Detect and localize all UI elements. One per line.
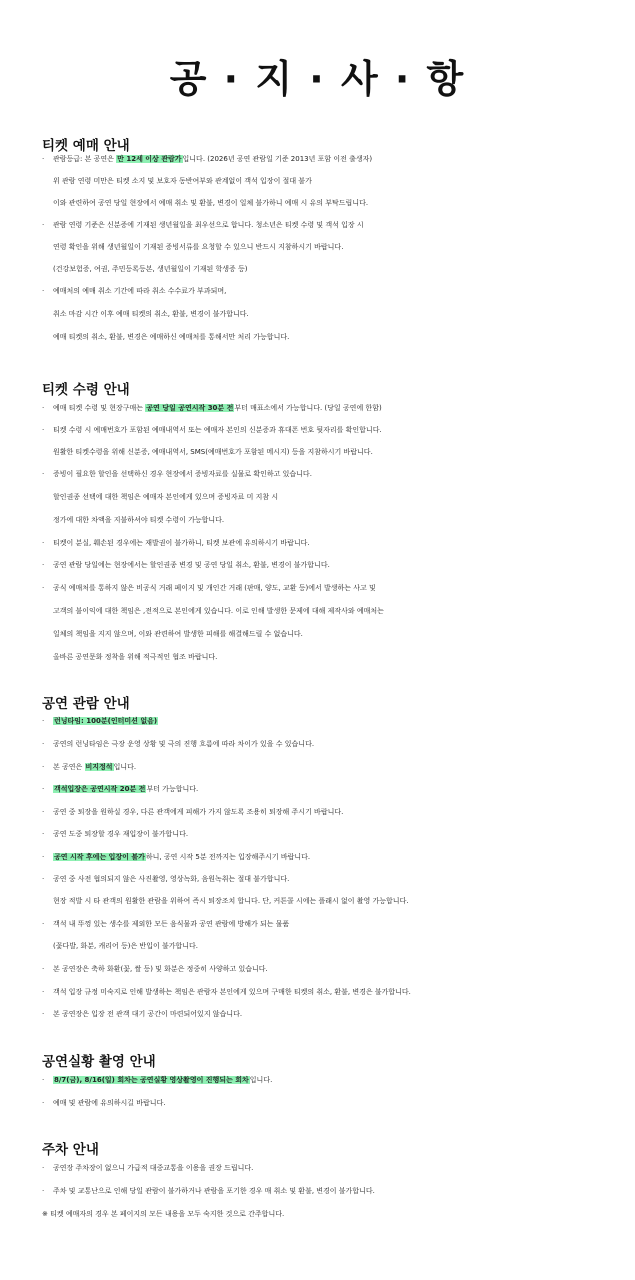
text: 증빙이 필요한 할인을 선택하신 경우 현장에서 증빙자료를 실물로 확인하고 있습니다. [53, 470, 312, 478]
list-item [42, 466, 632, 482]
list-item [42, 1006, 632, 1022]
list-item [42, 759, 632, 775]
list-item [42, 713, 632, 729]
list-item [42, 535, 632, 551]
bullet: · [42, 584, 45, 592]
list-item-cont: (꽃다발, 화분, 캐리어 등)은 반입이 불가합니다. [53, 942, 198, 950]
text: 예매처의 예매 취소 기간에 따라 취소 수수료가 부과되며, [53, 287, 227, 295]
list-item-cont: 할인권종 선택에 대한 책임은 예매자 본인에게 있으며 증빙자료 미 지참 시 [53, 493, 279, 501]
list-item-cont: 연령 확인을 위해 생년월일이 기재된 증빙서류를 요청할 수 있으니 반드시 지참하시기 바랍니다. [53, 243, 344, 251]
list-item [42, 961, 632, 977]
notice-footnote: ※ 티켓 예매자의 경우 본 페이지의 모든 내용을 모두 숙지한 것으로 간주합니다. [42, 1210, 285, 1218]
bullet: · [42, 830, 45, 838]
list-item [42, 422, 632, 438]
list-item-cont: 취소 마감 시간 이후 예매 티켓의 취소, 환불, 변경이 불가합니다. [53, 310, 249, 318]
text: 하니, 공연 시작 5분 전까지는 입장해주시기 바랍니다. [145, 853, 311, 861]
list-item [42, 781, 632, 797]
bullet: · [42, 561, 45, 569]
list-item-cont: 정가에 대한 차액을 지불하셔야 티켓 수령이 가능합니다. [53, 516, 225, 524]
list-item-cont: 일체의 책임을 지지 않으며, 이와 관련하여 발생한 피해를 해결해드릴 수 없습니다. [53, 630, 303, 638]
bullet: · [42, 717, 45, 725]
list-item [42, 871, 632, 887]
text: 입니다. [249, 1076, 273, 1084]
list-item [42, 1183, 632, 1199]
section-title-ticket: 티켓 예매 안내 [42, 138, 130, 154]
text: 공연의 런닝타임은 극장 운영 상황 및 극의 진행 흐름에 따라 차이가 있을 수 있습니다. [53, 740, 315, 748]
list-item-cont: 고객의 불이익에 대한 책임은 ,전적으로 본인에게 있습니다. 이로 인해 발생한 문제에 대해 제작사와 예매처는 [53, 607, 384, 615]
text: 공연장 주차장이 없으니 가급적 대중교통을 이용을 권장 드립니다. [53, 1164, 254, 1172]
bullet: · [42, 965, 45, 973]
list-item-cont: (건강보험증, 여권, 주민등록등본, 생년월일이 기재된 학생증 등) [53, 265, 248, 273]
list-item [42, 916, 632, 932]
highlight: 공연 시작 후에는 입장이 불가 [54, 853, 145, 861]
bullet: · [42, 808, 45, 816]
bullet: · [42, 875, 45, 883]
bullet: · [42, 155, 45, 163]
list-item [42, 580, 632, 596]
list-item [42, 400, 632, 416]
bullet: · [42, 988, 45, 996]
text: 공식 예매처를 통하지 않은 비공식 거래 페이지 및 개인간 거래 (판매, 양도, 교환 등)에서 발생하는 사고 및 [53, 584, 376, 592]
list-item-cont: 예매 티켓의 취소, 환불, 변경은 예매하신 예매처를 통해서만 처리 가능합니다. [53, 333, 290, 341]
bullet: · [42, 539, 45, 547]
bullet: · [42, 920, 45, 928]
text: 예매 티켓 수령 및 현장구매는 [53, 404, 146, 412]
bullet: · [42, 740, 45, 748]
highlight: 객석입장은 공연시작 20분 전 [54, 785, 146, 793]
list-item [42, 804, 632, 820]
bullet: · [42, 1076, 45, 1084]
bullet: · [42, 785, 45, 793]
text: 티켓 수령 시 예매번호가 포함된 예매내역서 또는 예매자 본인의 신분증과 휴대폰 번호 뒷자리를 확인합니다. [53, 426, 382, 434]
text: 객석 입장 규정 미숙지로 인해 발생하는 책임은 관람자 본인에게 있으며 구매한 티켓의 취소, 환불, 변경은 불가합니다. [53, 988, 411, 996]
text: 공연 중 퇴장을 원하실 경우, 다른 관객에게 피해가 가지 않도록 조용히 퇴장해 주시기 바랍니다. [53, 808, 344, 816]
highlight: 8/7(금), 8/16(일) 회차는 공연실황 영상촬영이 진행되는 회차 [54, 1076, 249, 1084]
text: 본 공연은 [53, 763, 85, 771]
bullet: · [42, 1187, 45, 1195]
text: 티켓이 분실, 훼손된 경우에는 재발권이 불가하니, 티켓 보관에 유의하시기 바랍니다. [53, 539, 310, 547]
highlight: 런닝타임: 100분(인터미션 없음) [54, 717, 158, 725]
list-item-cont: 위 관람 연령 미만은 티켓 소지 및 보호자 동반여부와 관계없이 객석 입장이 절대 불가 [53, 177, 312, 185]
text: 주차 및 교통난으로 인해 당일 관람이 불가하거나 관람을 포기한 경우 매 취소 및 환불, 변경이 불가합니다. [53, 1187, 375, 1195]
text: 본 공연장은 입장 전 관객 대기 공간이 마련되어있지 않습니다. [53, 1010, 243, 1018]
text: 객석 내 뚜껑 있는 생수를 제외한 모든 음식물과 공연 관람에 방해가 되는 물품 [53, 920, 290, 928]
list-item [42, 1072, 632, 1088]
list-item [42, 283, 632, 299]
list-item-cont: 이와 관련하여 공연 당일 현장에서 예매 취소 및 환불, 변경이 일체 불가하니 예매 시 유의 부탁드립니다. [53, 199, 369, 207]
highlight: 공연 당일 공연시작 30분 전 [146, 404, 234, 412]
bullet: · [42, 1099, 45, 1107]
list-item-cont: 올바른 공연문화 정착을 위해 적극적인 협조 바랍니다. [53, 653, 218, 661]
text: 부터 매표소에서 가능합니다. (당일 공연에 한함) [234, 404, 382, 412]
text: 관람등급: 본 공연은 [53, 155, 117, 163]
text: 예매 및 관람에 유의하시길 바랍니다. [53, 1099, 166, 1107]
bullet: · [42, 1164, 45, 1172]
list-item [42, 736, 632, 752]
bullet: · [42, 404, 45, 412]
text: 부터 가능합니다. [146, 785, 199, 793]
text: 공연 중 사전 협의되지 않은 사진촬영, 영상녹화, 음원녹취는 절대 불가합니다. [53, 875, 290, 883]
list-item [42, 1095, 632, 1111]
text: 관람 연령 기준은 신분증에 기재된 생년월일을 최우선으로 합니다. 청소년은 티켓 수령 및 객석 입장 시 [53, 221, 364, 229]
section-title-filming: 공연실황 촬영 안내 [42, 1054, 156, 1070]
list-item [42, 1160, 632, 1176]
section-title-pickup: 티켓 수령 안내 [42, 382, 130, 398]
bullet: · [42, 221, 45, 229]
bullet: · [42, 426, 45, 434]
bullet: · [42, 1010, 45, 1018]
section-title-viewing: 공연 관람 안내 [42, 696, 130, 712]
bullet: · [42, 853, 45, 861]
bullet: · [42, 470, 45, 478]
list-item-cont: 원활한 티켓수령을 위해 신분증, 예매내역서, SMS(예매번호가 포함된 메시지) 등을 지참하시기 바랍니다. [53, 448, 373, 456]
text: 입니다. (2026년 공연 관람일 기준 2013년 포함 이전 출생자) [182, 155, 373, 163]
bullet: · [42, 763, 45, 771]
section-title-parking: 주차 안내 [42, 1142, 99, 1158]
list-item [42, 557, 632, 573]
bullet: · [42, 287, 45, 295]
text: 공연 도중 퇴장할 경우 재입장이 불가합니다. [53, 830, 189, 838]
list-item-cont: 현장 적발 시 타 관객의 원활한 관람을 위하여 즉시 퇴장조치 합니다. 단, 커튼콜 시에는 플래시 없이 촬영 가능합니다. [53, 897, 409, 905]
list-item [42, 217, 632, 233]
page-title: 공 · 지 · 사 · 항 [169, 57, 466, 101]
text: 본 공연장은 축하 화환(꽃, 쌀 등) 및 화분은 정중히 사양하고 있습니다. [53, 965, 268, 973]
highlight: 만 12세 이상 관람가 [117, 155, 182, 163]
list-item [42, 984, 632, 1000]
list-item [42, 826, 632, 842]
list-item [42, 151, 632, 167]
text: 공연 관람 당일에는 현장에서는 할인권종 변경 및 공연 당일 취소, 환불, 변경이 불가합니다. [53, 561, 330, 569]
list-item [42, 849, 632, 865]
highlight: 비지정석 [85, 763, 113, 771]
text: 입니다. [113, 763, 137, 771]
